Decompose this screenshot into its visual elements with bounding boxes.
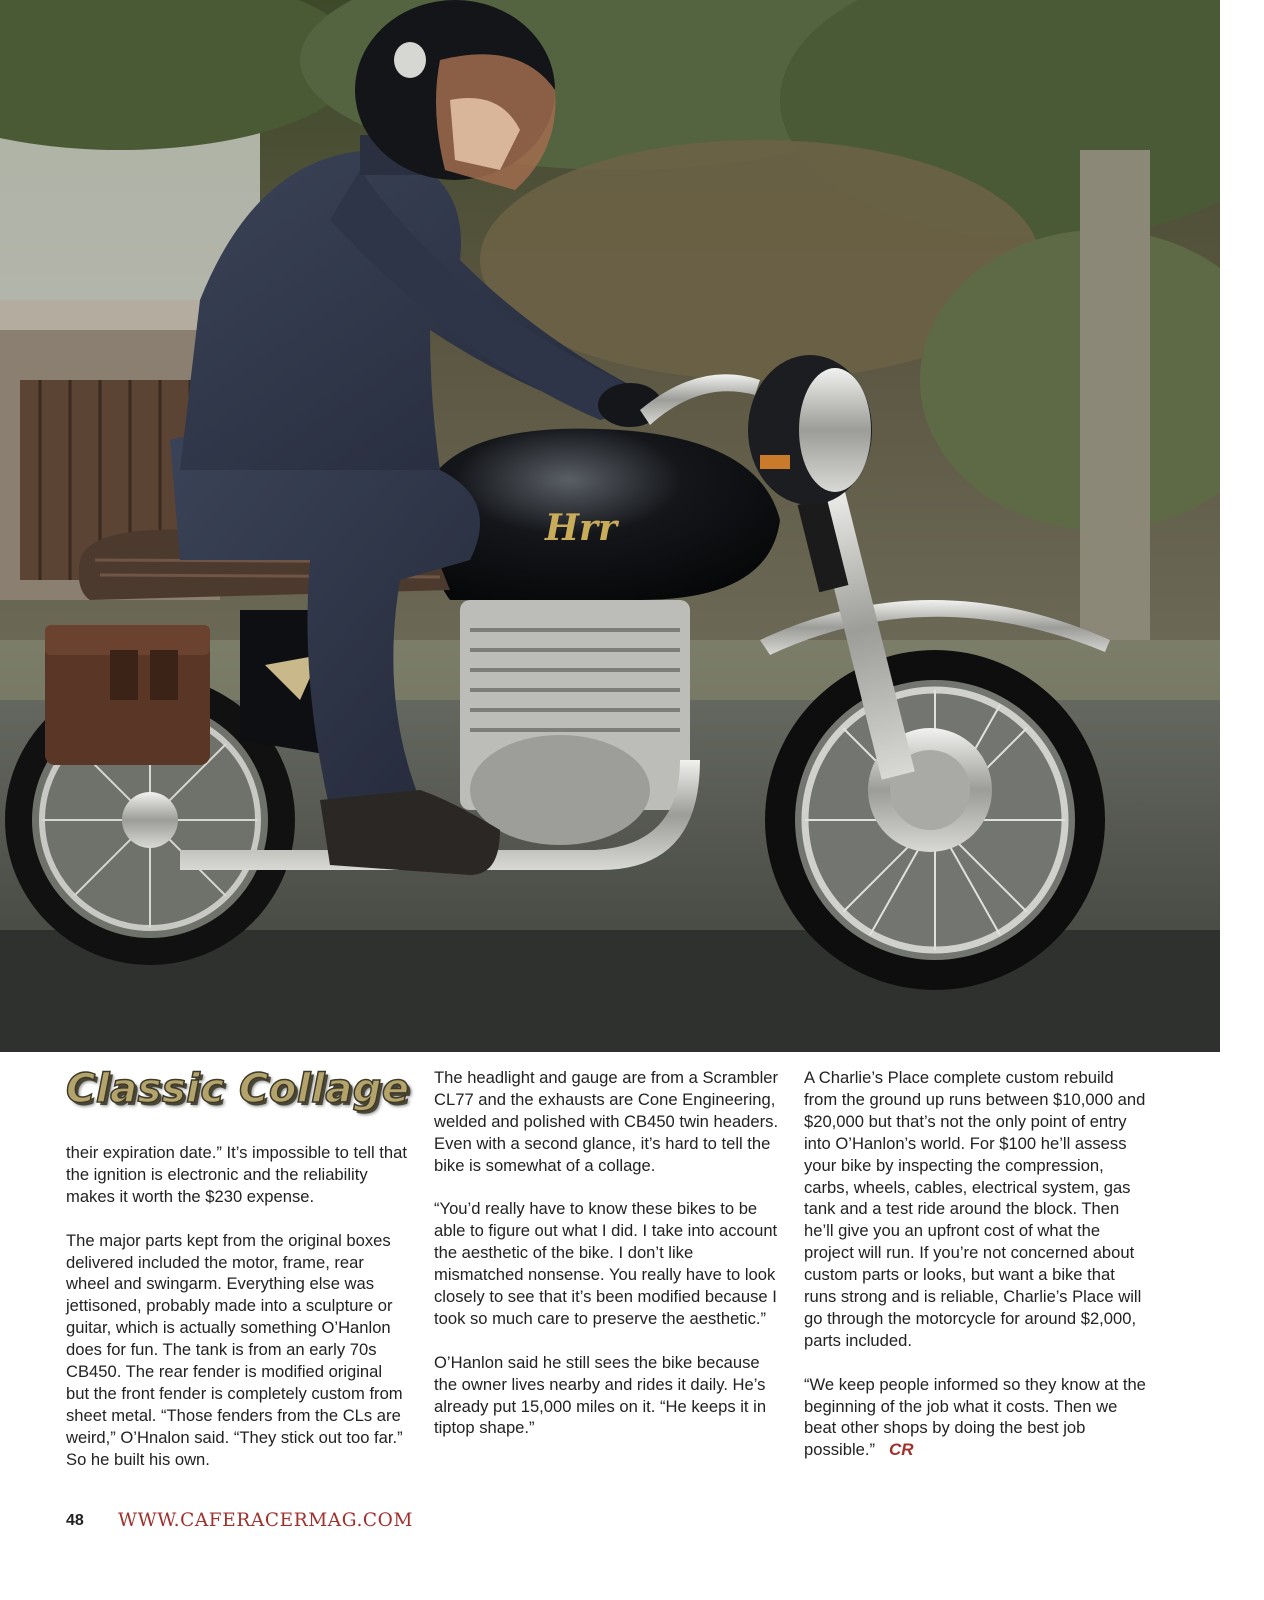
author-signoff: CR	[889, 1440, 914, 1460]
paragraph: The major parts kept from the original boxes delivered included the motor, frame, rear wheel and swingarm. Everything else was jettisoned, probably made into a sculpture or guitar, which is actually something O’Hanlon does for fun. The tank is from an early 70s CB450. The rear fender is modified original but the front fender is completely custom from sheet metal. “Those fenders from the CLs are weird,” O’Hnalon said. “They stick out too far.” So he built his own.	[66, 1230, 403, 1469]
front-wheel	[765, 650, 1105, 990]
paragraph-text: “We keep people informed so they know at the beginning of the job what it costs. Then we beat other shops by doing the best job possible.”	[804, 1374, 1146, 1460]
paragraph: A Charlie’s Place complete custom rebuild from the ground up runs between $10,000 and $20,000 but that’s not the only point of entry into O’Hanlon’s world. For $100 he’ll assess your bike by inspecting the compression, carbs, wheels, cables, electrical system, gas tank and a test ride around the block. Then he’ll give you an upfront cost of what the project will run. If you’re not concerned about custom parts or looks, but want a bike that runs strong and is reliable, Charlie’s Place will go through the motorcycle for around $2,000, parts included.	[804, 1068, 1146, 1350]
paragraph: their expiration date.” It’s impossible to tell that the ignition is electronic and the reliability makes it worth the $230 expense.	[66, 1143, 407, 1206]
paragraph: “You’d really have to know these bikes to be able to figure out what I did. I take into account the aesthetic of the bike. I don’t like mismatched nonsense. You really have to look closely to see that it’s been modified because I took so much care to preserve the aesthetic.”	[434, 1199, 778, 1328]
paragraph: O’Hanlon said he still sees the bike because the owner lives nearby and rides it daily. He’s already put 15,000 miles on it. “He keeps it in tiptop shape.”	[434, 1352, 767, 1438]
tree-trunk	[1080, 150, 1150, 670]
turn-signal	[760, 455, 790, 469]
engine	[460, 600, 690, 845]
saddle-bag	[45, 625, 210, 765]
text-column-2	[434, 1067, 780, 1439]
closing-paragraph	[804, 1374, 1150, 1462]
paragraph: The headlight and gauge are from a Scrambler CL77 and the exhausts are Cone Engineering, welded and polished with CB450 twin headers. Even with a second glance, it’s hard to tell the bike is somewhat of a collage.	[434, 1068, 779, 1175]
headlight	[748, 355, 872, 505]
text-column-3	[804, 1067, 1150, 1461]
website-link[interactable]: WWW.CAFERACERMAG.COM	[118, 1510, 413, 1531]
text-column-1	[66, 1142, 408, 1471]
page-number: 48	[66, 1512, 84, 1529]
article-headline: Classic Collage	[66, 1066, 410, 1112]
tank-badge: Hrr	[545, 507, 617, 549]
